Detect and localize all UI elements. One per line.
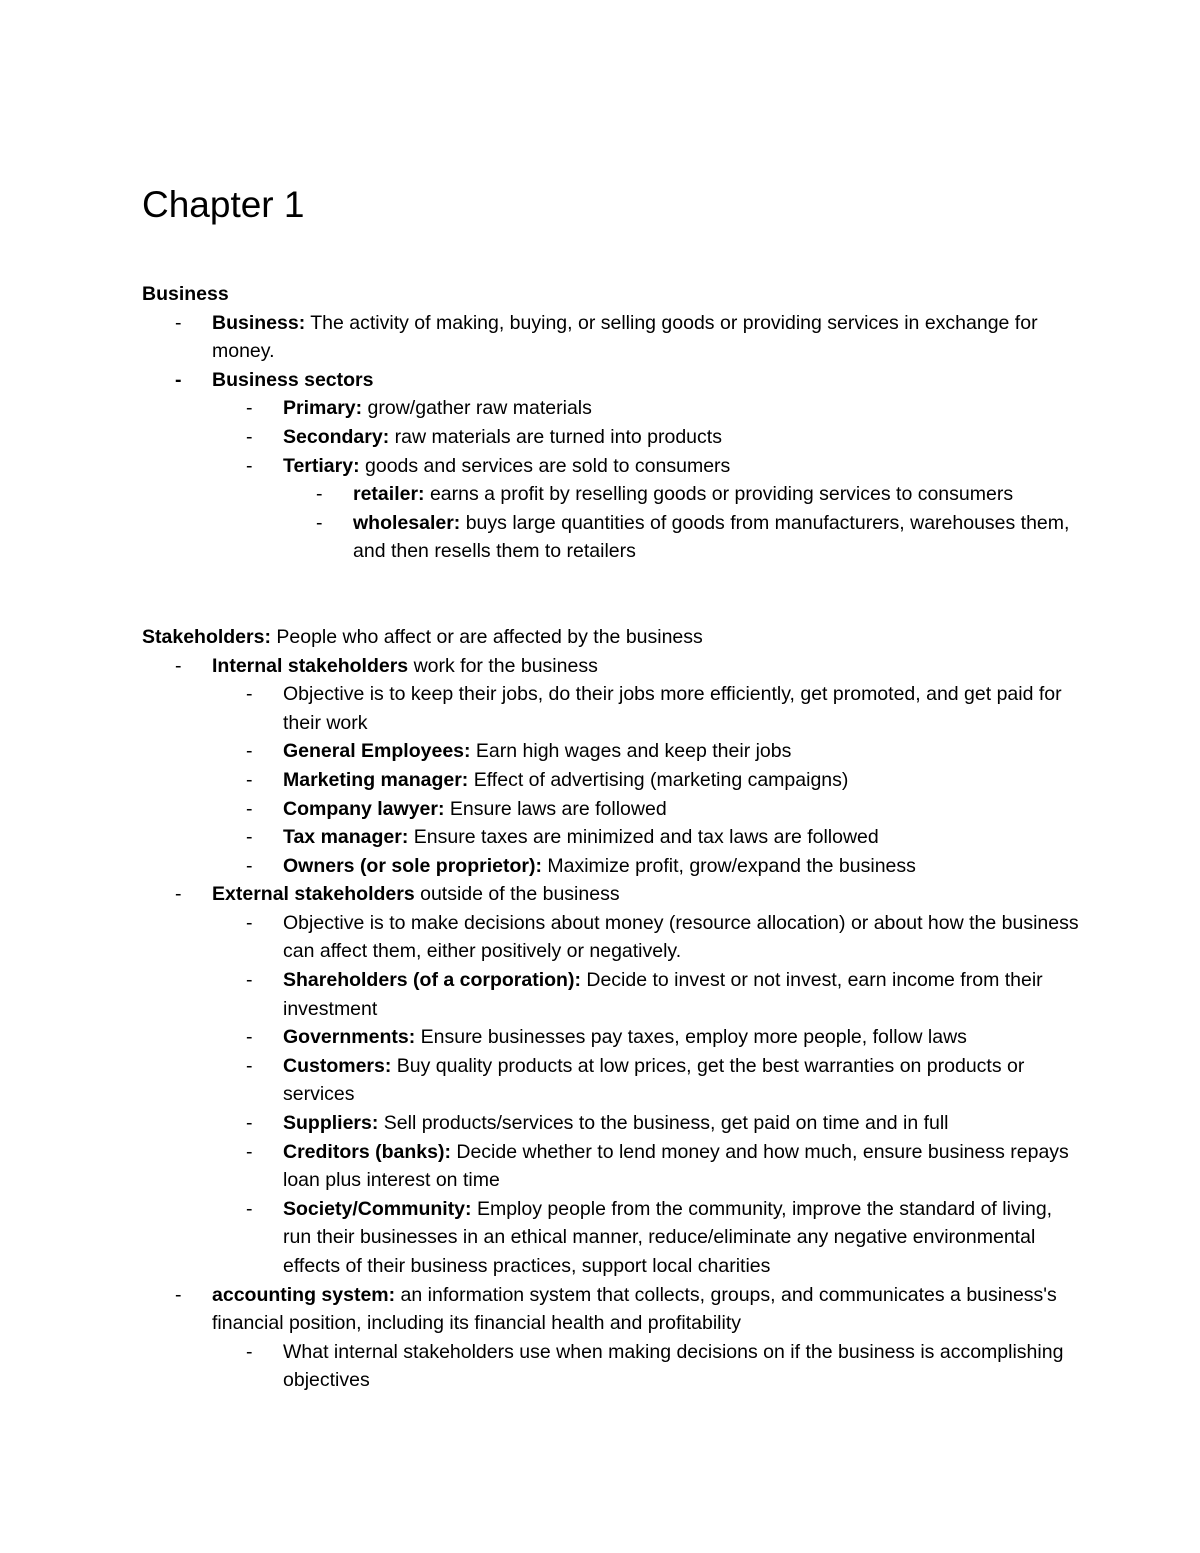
item-text: outside of the business: [414, 883, 620, 906]
business-heading: Business: [142, 283, 229, 305]
item-text: Ensure businesses pay taxes, employ more people, follow laws: [415, 1026, 967, 1049]
bullet-dash: -: [316, 483, 323, 506]
list-item: [142, 1138, 1082, 1195]
item-term: Owners (or sole proprietor):: [283, 854, 542, 877]
list-item: [142, 1195, 1082, 1281]
bullet-dash: -: [246, 1340, 253, 1363]
item-term: Governments:: [283, 1026, 416, 1049]
item-text: Earn high wages and keep their jobs: [470, 740, 792, 763]
bullet-dash: -: [175, 654, 182, 677]
item-text: Effect of advertising (marketing campaigns): [468, 768, 849, 791]
item-term: wholesaler:: [353, 511, 461, 534]
list-item: [142, 766, 1082, 795]
item-text: Decide to invest or not invest, earn income from their investment: [283, 969, 1043, 1020]
item-term: General Employees:: [283, 740, 471, 763]
bullet-dash: -: [175, 1283, 182, 1306]
list-item: [142, 737, 1082, 766]
title-spacer: [142, 228, 1082, 280]
list-item: [142, 966, 1082, 1023]
list-item: [142, 480, 1082, 509]
item-term: Internal stakeholders: [212, 654, 409, 677]
stakeholders-heading-text: People who affect or are affected by the business: [270, 625, 703, 648]
item-term: Shareholders (of a corporation):: [283, 969, 581, 992]
item-term: accounting system:: [212, 1283, 396, 1306]
bullet-dash: -: [246, 397, 253, 420]
list-item: [142, 309, 1082, 366]
item-text: earns a profit by reselling goods or providing services to consumers: [424, 483, 1014, 506]
chapter-title: Chapter 1: [142, 184, 305, 225]
item-term: Tertiary:: [283, 454, 360, 477]
item-text: Maximize profit, grow/expand the business: [541, 854, 916, 877]
item-text: grow/gather raw materials: [362, 397, 592, 420]
item-term: retailer:: [353, 483, 425, 506]
item-term: Creditors (banks):: [283, 1140, 451, 1163]
item-term: Customers:: [283, 1054, 392, 1077]
bullet-dash: -: [246, 1112, 253, 1135]
bullet-dash: -: [175, 883, 182, 906]
list-item: [142, 509, 1082, 566]
bullet-dash: -: [246, 797, 253, 820]
list-item: [142, 909, 1082, 966]
item-text: What internal stakeholders use when making decisions on if the business is accomplishing objectives: [283, 1340, 1064, 1392]
list-item: [142, 1109, 1082, 1138]
list-item: [142, 1338, 1082, 1395]
item-text: goods and services are sold to consumers: [359, 454, 731, 477]
bullet-dash: -: [246, 683, 253, 706]
item-term: Business sectors: [212, 368, 374, 391]
item-term: External stakeholders: [212, 883, 415, 906]
item-text: buys large quantities of goods from manufacturers, warehouses them, and then resells them to retailers: [353, 511, 1070, 563]
bullet-dash: -: [246, 826, 253, 849]
item-text: Objective is to make decisions about money (resource allocation) or about how the business can affect them, either positively or negatively.: [283, 911, 1079, 963]
bullet-dash: -: [175, 368, 182, 391]
stakeholders-heading: [142, 623, 1082, 652]
bullet-dash: -: [246, 1026, 253, 1049]
bullet-dash: -: [246, 1054, 253, 1077]
bullet-dash: -: [246, 1197, 253, 1220]
item-term: Tax manager:: [283, 826, 409, 849]
bullet-dash: -: [246, 425, 253, 448]
item-term: Marketing manager:: [283, 768, 469, 791]
bullet-dash: -: [246, 1140, 253, 1163]
list-item: [142, 880, 1082, 909]
bullet-dash: -: [246, 454, 253, 477]
document-page: [142, 182, 1082, 1395]
item-text: Ensure taxes are minimized and tax laws are followed: [408, 826, 879, 849]
item-text: Sell products/services to the business, get paid on time and in full: [378, 1112, 949, 1135]
list-item: [142, 423, 1082, 452]
bullet-dash: -: [175, 311, 182, 334]
bullet-dash: -: [246, 740, 253, 763]
item-text: The activity of making, buying, or selling goods or providing services in exchange for money.: [212, 311, 1038, 363]
bullet-dash: -: [246, 854, 253, 877]
stakeholders-list: [142, 652, 1082, 1395]
list-item: [142, 852, 1082, 881]
item-text: raw materials are turned into products: [389, 425, 722, 448]
bullet-dash: -: [246, 969, 253, 992]
list-item: [142, 652, 1082, 681]
item-term: Secondary:: [283, 425, 390, 448]
item-text: an information system that collects, groups, and communicates a business's financial position, including its financial health and profitability: [212, 1283, 1057, 1335]
list-item: [142, 1052, 1082, 1109]
business-list: [142, 309, 1082, 566]
section-gap: [142, 566, 1082, 623]
item-text: Buy quality products at low prices, get the best warranties on products or services: [283, 1054, 1025, 1106]
list-item: [142, 1281, 1082, 1338]
list-item: [142, 795, 1082, 824]
list-item: [142, 680, 1082, 737]
list-item: [142, 394, 1082, 423]
item-term: Company lawyer:: [283, 797, 445, 820]
item-term: Business:: [212, 311, 306, 334]
list-item: [142, 823, 1082, 852]
list-item: [142, 1023, 1082, 1052]
item-text: Employ people from the community, improve the standard of living, run their businesses in an ethical manner, reduce/eliminate any negative environmental effects of their business practices, support local charities: [283, 1197, 1053, 1277]
item-term: Society/Community:: [283, 1197, 472, 1220]
item-text: Objective is to keep their jobs, do their jobs more efficiently, get promoted, and get paid for their work: [283, 683, 1062, 734]
list-item: [142, 452, 1082, 481]
item-text: Ensure laws are followed: [444, 797, 667, 820]
item-text: work for the business: [408, 654, 598, 677]
list-item: [142, 366, 1082, 395]
bullet-dash: -: [246, 768, 253, 791]
item-text: Decide whether to lend money and how much, ensure business repays loan plus interest on time: [283, 1140, 1069, 1192]
item-term: Suppliers:: [283, 1112, 379, 1135]
stakeholders-heading-term: Stakeholders:: [142, 625, 271, 648]
bullet-dash: -: [316, 511, 323, 534]
bullet-dash: -: [246, 911, 253, 934]
item-term: Primary:: [283, 397, 363, 420]
